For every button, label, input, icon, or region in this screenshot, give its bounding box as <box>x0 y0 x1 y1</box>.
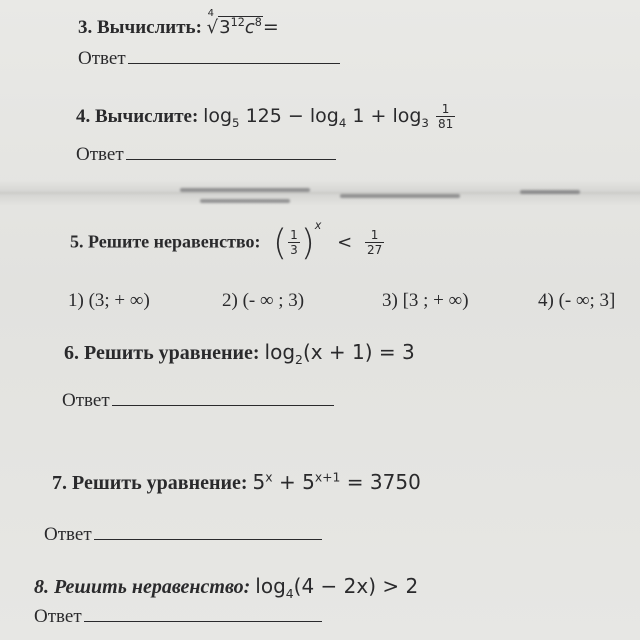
bleed-through-mark <box>200 199 290 203</box>
problem-4-answer <box>76 144 336 166</box>
term-base: 5 <box>252 470 266 494</box>
problem-6-answer <box>62 390 334 412</box>
option-2[interactable]: 2) (- ∞ ; 3) <box>222 290 305 311</box>
term-base: 5 <box>302 470 315 494</box>
log-base: 3 <box>421 115 429 130</box>
problem-7-answer <box>44 524 322 546</box>
log-base: 4 <box>338 115 347 130</box>
radicand <box>218 16 263 38</box>
equals-sign: = <box>262 16 279 38</box>
equation-rhs: = 3750 <box>340 470 421 494</box>
log-arg: 1 + log <box>346 105 422 127</box>
answer-blank[interactable] <box>112 391 334 406</box>
fraction <box>436 102 455 131</box>
problem-6 <box>64 340 415 365</box>
problem-7 <box>52 470 421 495</box>
inequality-expression <box>255 574 419 601</box>
log-arg: (x + 1) = 3 <box>302 340 415 364</box>
fraction-numerator: 1 <box>365 228 384 243</box>
log-base: 5 <box>232 115 240 130</box>
answer-blank[interactable] <box>84 607 322 622</box>
equation-expression <box>264 340 415 367</box>
option-1[interactable]: 1) (3; + ∞) <box>68 290 150 311</box>
log-expression <box>203 102 456 131</box>
fraction-numerator: 1 <box>436 102 455 117</box>
log-base: 4 <box>285 586 294 601</box>
bleed-through-mark <box>340 194 460 198</box>
problem-6-label: 6. Решить уравнение: <box>64 342 260 364</box>
term-exponent: x <box>265 469 273 485</box>
radicand-base-2: c <box>244 17 255 38</box>
problem-3 <box>78 8 279 39</box>
log-arg: 125 − log <box>239 105 339 127</box>
answer-blank[interactable] <box>128 49 340 64</box>
rhs-fraction <box>365 228 384 257</box>
relation-sign: < <box>337 231 353 253</box>
term-exponent: x+1 <box>314 469 341 485</box>
problem-8-label: 8. Решить неравенство: <box>34 576 251 598</box>
answer-blank[interactable] <box>94 525 322 540</box>
radicand-base-1: 3 <box>219 17 231 38</box>
option-4[interactable]: 4) (- ∞; 3] <box>538 290 616 311</box>
answer-blank[interactable] <box>126 145 336 160</box>
fraction-numerator: 1 <box>290 228 298 242</box>
plus-sign: + <box>272 470 303 494</box>
problem-5-label: 5. Решите неравенство: <box>70 231 261 252</box>
inequality-expression <box>273 218 385 263</box>
fraction-denominator: 27 <box>366 243 383 257</box>
log-arg: (4 − 2x) > 2 <box>293 574 419 598</box>
radicand-exp-1: 12 <box>230 16 245 29</box>
problem-8 <box>34 574 418 599</box>
answer-label: Ответ <box>76 144 124 165</box>
answer-label: Ответ <box>44 524 92 545</box>
answer-label: Ответ <box>34 606 82 627</box>
radicand-exp-2: 8 <box>254 16 262 29</box>
problem-5 <box>70 218 385 263</box>
log-text: log <box>203 105 233 127</box>
equation-expression <box>253 470 421 494</box>
fraction-denominator: 3 <box>290 243 298 257</box>
problem-8-answer <box>34 606 322 628</box>
problem-4 <box>76 102 456 131</box>
left-paren: ( <box>273 222 288 263</box>
right-paren: ) <box>300 222 315 263</box>
answer-label: Ответ <box>78 48 126 69</box>
log-base: 2 <box>295 352 303 367</box>
problem-7-label: 7. Решить уравнение: <box>52 472 248 494</box>
log-text: log <box>255 574 286 598</box>
log-text: log <box>264 340 296 364</box>
answer-label: Ответ <box>62 390 110 411</box>
base-fraction <box>288 228 300 257</box>
problem-3-answer <box>78 48 340 70</box>
option-3[interactable]: 3) [3 ; + ∞) <box>382 290 469 311</box>
bleed-through-mark <box>180 188 310 192</box>
bleed-through-mark <box>520 190 580 194</box>
problem-4-label: 4. Вычислите: <box>76 106 199 127</box>
exponent: x <box>314 218 322 232</box>
fraction-denominator: 81 <box>437 117 454 131</box>
fourth-root: 4 $√3^{12}c^8$ <box>206 8 262 38</box>
problem-3-label: 3. Вычислить: <box>78 17 202 38</box>
root-index: 4 <box>207 8 215 19</box>
